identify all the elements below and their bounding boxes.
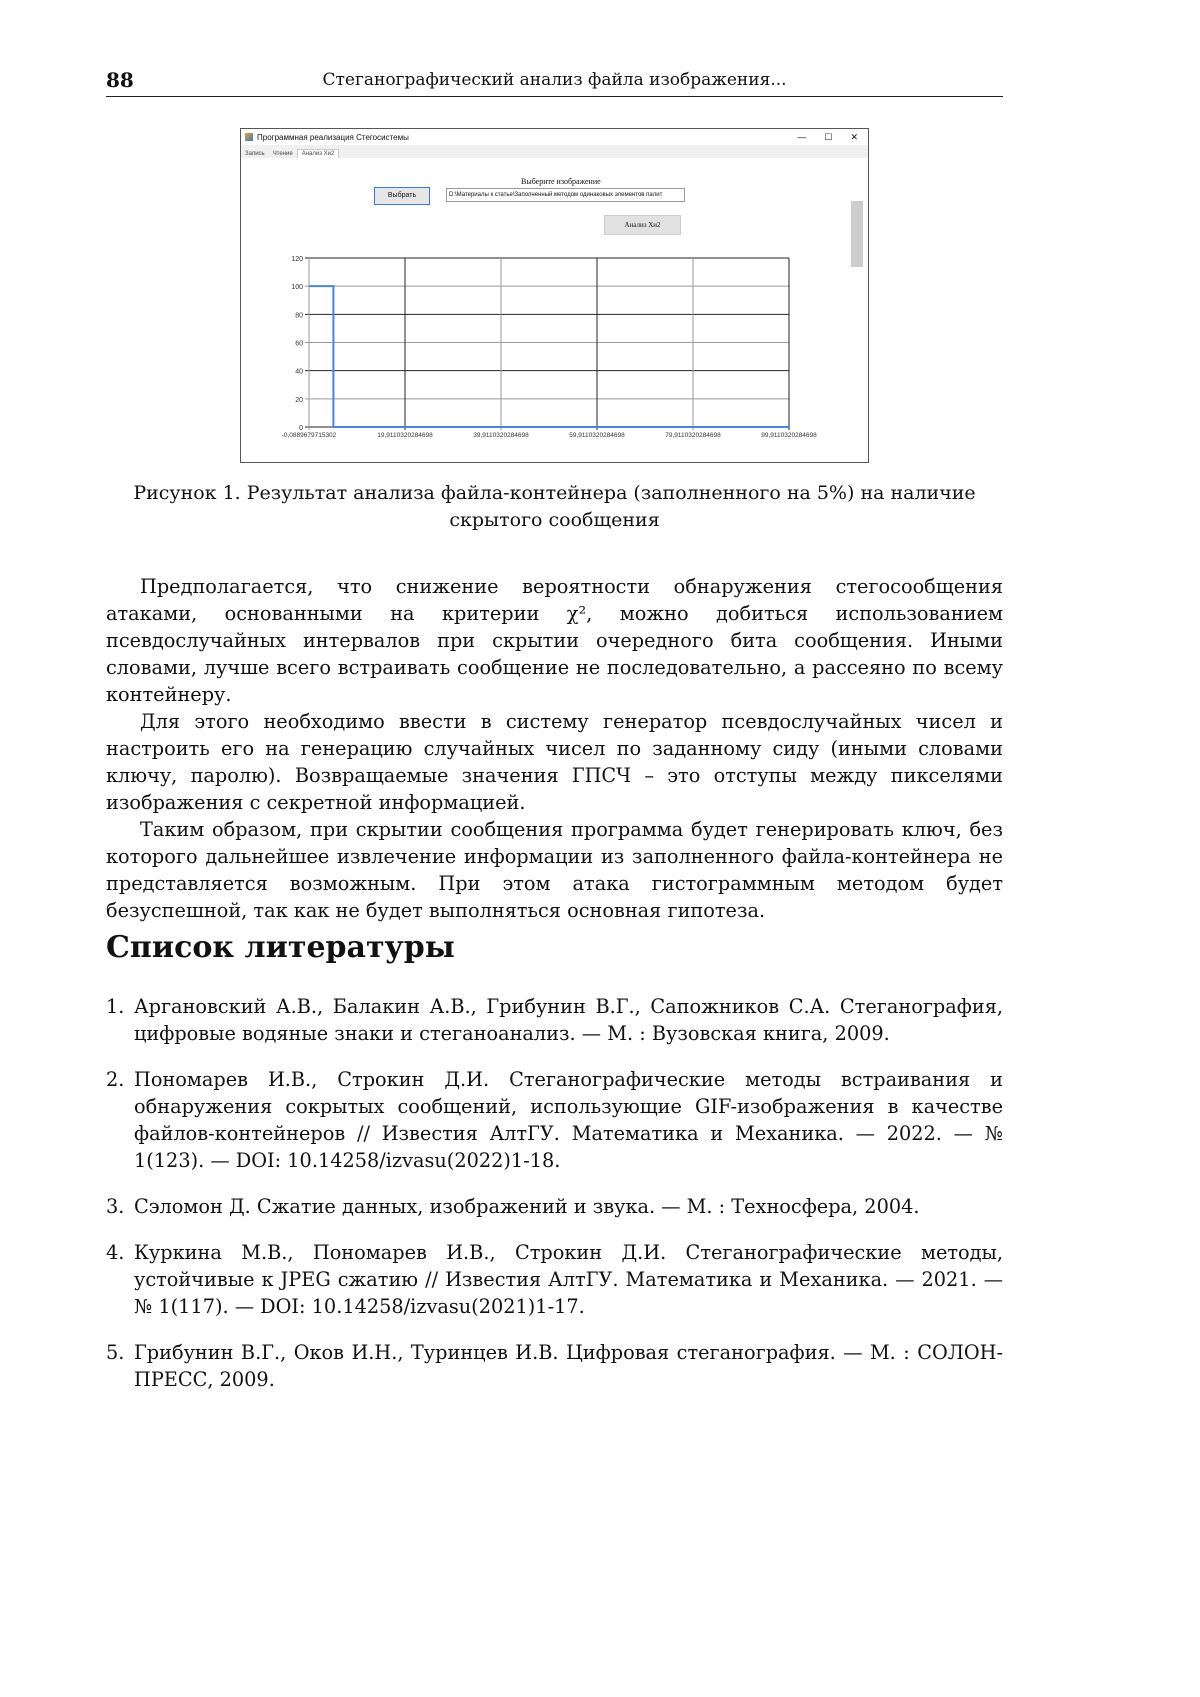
running-header — [106, 68, 1003, 97]
ref-text: Пономарев И.В., Строкин Д.И. Стеганографические методы встраивания и обнаружения сокрытых сообщений, использующие GIF-изображения в качестве файлов-контейнеров // Известия АлтГУ. Математика и Механика. — 2022. — № 1(123). — DOI: 10.14258/izvasu(2022)1-18. — [134, 1066, 1003, 1174]
paragraph: Для этого необходимо ввести в систему генератор псевдослучайных чисел и настроить его на генерацию случайных чисел по заданному сиду (иными словами ключу, паролю). Возвращаемые значения ГПСЧ – это отступы между пикселями изображения с секретной информацией. — [106, 708, 1003, 816]
y-tick-label: 20 — [295, 397, 303, 404]
ref-number: 5. — [106, 1339, 134, 1393]
choose-button[interactable]: Выбрать — [374, 187, 430, 205]
minimize-button[interactable]: — — [797, 132, 806, 143]
reference-item — [106, 1193, 1003, 1220]
references-list — [106, 993, 1003, 1412]
y-tick-label: 60 — [295, 341, 303, 348]
body-text — [106, 573, 1003, 924]
y-tick-label: 120 — [291, 256, 303, 263]
ref-number: 2. — [106, 1066, 134, 1174]
analyze-chi2-button[interactable]: Анализ Хи2 — [604, 215, 681, 235]
select-image-label: Выберите изображение — [521, 177, 601, 186]
path-input[interactable]: D:\Материалы к статье\Заполненный методом одинаковых элементов палит — [446, 188, 685, 202]
reference-item — [106, 993, 1003, 1047]
ref-number: 4. — [106, 1239, 134, 1320]
ref-text: Грибунин В.Г., Оков И.Н., Туринцев И.В. Цифровая стеганография. — М. : СОЛОН-ПРЕСС, 2009. — [134, 1339, 1003, 1393]
x-tick-label: 99,9110320284698 — [761, 432, 817, 439]
paragraph: Таким образом, при скрытии сообщения программа будет генерировать ключ, без которого дальнейшее извлечение информации из заполненного файла-контейнера не представляется возможным. При этом атака гистограммным методом будет безуспешной, так как не будет выполняться основная гипотеза. — [106, 816, 1003, 924]
x-tick-label: 39,9110320284698 — [473, 432, 529, 439]
figure-caption: Рисунок 1. Результат анализа файла-контейнера (заполненного на 5%) на наличие скрытого сообщения — [106, 480, 1003, 534]
x-tick-label: -0,0889679715302 — [282, 432, 337, 439]
tab-bar — [241, 145, 868, 158]
reference-item — [106, 1066, 1003, 1174]
tab-chi2-analysis[interactable]: Анализ Хи2 — [297, 149, 340, 158]
chi2-chart — [241, 239, 868, 454]
ref-text: Аргановский А.В., Балакин А.В., Грибунин В.Г., Сапожников С.А. Стеганография, цифровые водяные знаки и стеганоанализ. — М. : Вузовская книга, 2009. — [134, 993, 1003, 1047]
x-tick-label: 19,9110320284698 — [377, 432, 433, 439]
series-line — [309, 286, 789, 427]
tab-read[interactable]: Чтение — [269, 150, 297, 158]
window-titlebar — [241, 129, 868, 145]
window-title: Программная реализация Стегосистемы — [257, 133, 409, 142]
page — [0, 0, 1200, 1697]
x-tick-label: 59,9110320284698 — [569, 432, 625, 439]
y-tick-label: 40 — [295, 369, 303, 376]
running-title: Стеганографический анализ файла изображения... — [106, 70, 1003, 90]
references-heading: Список литературы — [106, 930, 455, 965]
x-tick-label: 79,9110320284698 — [665, 432, 721, 439]
reference-item — [106, 1239, 1003, 1320]
ref-number: 3. — [106, 1193, 134, 1220]
app-icon — [245, 133, 253, 141]
maximize-button[interactable]: ☐ — [824, 132, 832, 143]
ref-text: Сэломон Д. Сжатие данных, изображений и звука. — М. : Техносфера, 2004. — [134, 1193, 920, 1220]
ref-number: 1. — [106, 993, 134, 1047]
y-tick-label: 100 — [291, 284, 303, 291]
close-button[interactable]: ✕ — [850, 132, 858, 143]
y-tick-label: 0 — [299, 425, 303, 432]
reference-item — [106, 1339, 1003, 1393]
paragraph: Предполагается, что снижение вероятности обнаружения стегосообщения атаками, основанными на критерии χ², можно добиться использованием псевдослучайных интервалов при скрытии очередного бита сообщения. Иными словами, лучше всего встраивать сообщение не последовательно, а рассеяно по всему контейнеру. — [106, 573, 1003, 708]
tab-write[interactable]: Запись — [241, 150, 269, 158]
y-tick-label: 80 — [295, 312, 303, 319]
ref-text: Куркина М.В., Пономарев И.В., Строкин Д.И. Стеганографические методы, устойчивые к JPEG сжатию // Известия АлтГУ. Математика и Механика. — 2021. — № 1(117). — DOI: 10.14258/izvasu(2021)1-17. — [134, 1239, 1003, 1320]
figure-screenshot — [240, 128, 869, 463]
page-number: 88 — [106, 68, 134, 92]
